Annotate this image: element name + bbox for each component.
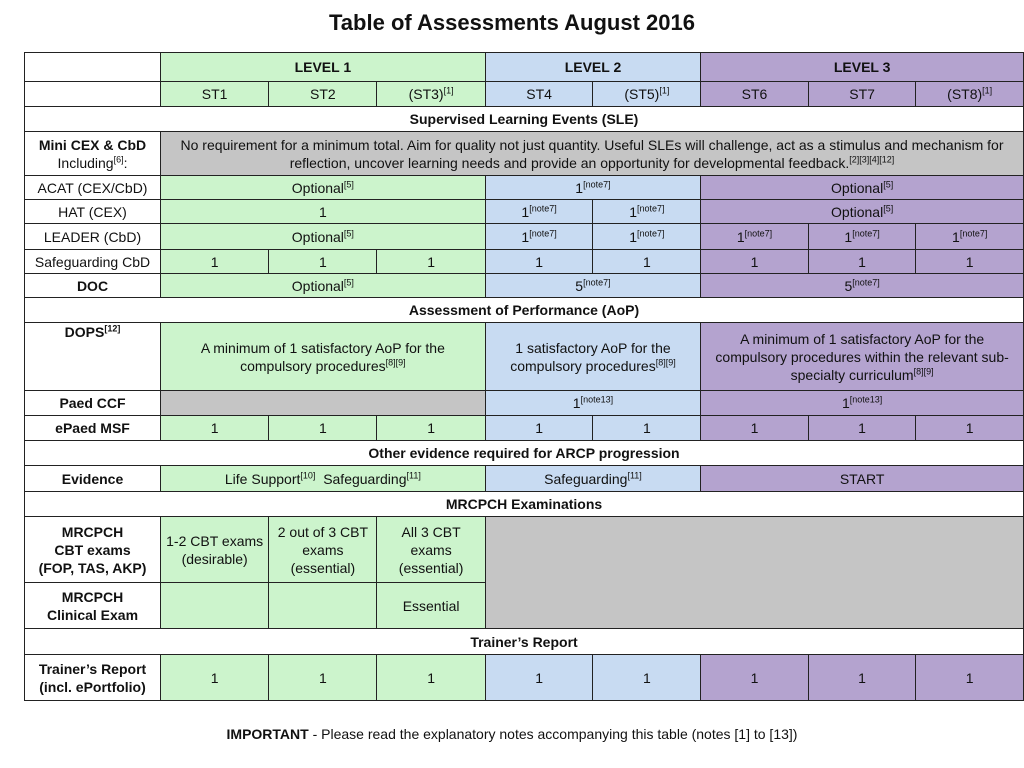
row-label-paed-ccf: Paed CCF (25, 391, 161, 416)
cell-l2-l3-empty (485, 517, 1023, 629)
cell-l1 (161, 391, 486, 416)
cell-l1: 1 (161, 200, 486, 224)
cell-st5: 1 (593, 250, 701, 274)
corner-cell (25, 53, 161, 82)
level-1-header: LEVEL 1 (161, 53, 486, 82)
row-trainer-report (25, 655, 1024, 701)
section-aop (25, 298, 1024, 323)
cell-st5: 1 (593, 655, 701, 701)
section-trainer (25, 629, 1024, 655)
stage-header-row (25, 82, 1024, 107)
cell-st7: 1 (808, 250, 916, 274)
row-dops (25, 323, 1024, 391)
stage-st8: (ST8)[1] (916, 82, 1024, 107)
cell-st2: 2 out of 3 CBT exams (essential) (269, 517, 377, 583)
cell-st4: 1[note7] (485, 200, 593, 224)
section-title: Trainer’s Report (25, 629, 1024, 655)
cell-st3: All 3 CBT exams (essential) (377, 517, 485, 583)
cell-st8: 1 (916, 655, 1024, 701)
level-3-header: LEVEL 3 (701, 53, 1024, 82)
cell-l1: Optional[5] (161, 176, 486, 200)
row-leader (25, 224, 1024, 250)
row-label-trainer: Trainer’s Report (incl. ePortfolio) (25, 655, 161, 701)
cell-l1: A minimum of 1 satisfactory AoP for the compulsory procedures[8][9] (161, 323, 486, 391)
cell-st8: 1 (916, 416, 1024, 441)
stage-st3: (ST3)[1] (377, 82, 485, 107)
stage-st4: ST4 (485, 82, 593, 107)
row-label-doc: DOC (25, 274, 161, 298)
corner-cell (25, 82, 161, 107)
cell-l3: 1[note13] (701, 391, 1024, 416)
section-sle (25, 107, 1024, 132)
cell-st5: 1 (593, 416, 701, 441)
cell-st3: 1 (377, 655, 485, 701)
cell-st3: 1 (377, 416, 485, 441)
cell-st5: 1[note7] (593, 200, 701, 224)
cell-l3: 5[note7] (701, 274, 1024, 298)
cell-st8: 1[note7] (916, 224, 1024, 250)
cell-st3: Essential (377, 583, 485, 629)
cell-l2: 1[note7] (485, 176, 701, 200)
cell-st7: 1 (808, 416, 916, 441)
cell-st4: 1[note7] (485, 224, 593, 250)
row-label-evidence: Evidence (25, 466, 161, 492)
cell-l1: Optional[5] (161, 224, 486, 250)
cell-l2: 1 satisfactory AoP for the compulsory procedures[8][9] (485, 323, 701, 391)
cell-st2: 1 (269, 416, 377, 441)
cell-st1: 1-2 CBT exams (desirable) (161, 517, 269, 583)
mini-cex-note: No requirement for a minimum total. Aim for quality not just quantity. Useful SLEs will challenge, act as a stimulus and mechanism for reflection, uncover learning needs and provide an opportunity for developmental feedback.[2][3][4][12] (161, 132, 1024, 176)
cell-st4: 1 (485, 250, 593, 274)
cell-st5: 1[note7] (593, 224, 701, 250)
stage-st5: (ST5)[1] (593, 82, 701, 107)
stage-st7: ST7 (808, 82, 916, 107)
row-label-safeguarding: Safeguarding CbD (25, 250, 161, 274)
section-title: Assessment of Performance (AoP) (25, 298, 1024, 323)
row-mrcpch-cbt (25, 517, 1024, 583)
row-evidence (25, 466, 1024, 492)
cell-st8: 1 (916, 250, 1024, 274)
cell-l3: START (701, 466, 1024, 492)
cell-l2: 1[note13] (485, 391, 701, 416)
row-label-leader: LEADER (CbD) (25, 224, 161, 250)
row-safeguarding-cbd (25, 250, 1024, 274)
row-acat (25, 176, 1024, 200)
row-msf (25, 416, 1024, 441)
cell-st3: 1 (377, 250, 485, 274)
stage-st2: ST2 (269, 82, 377, 107)
cell-l1: Life Support[10] Safeguarding[11] (161, 466, 486, 492)
footer-note: IMPORTANT - Please read the explanatory notes accompanying this table (notes [1] to [13]) (226, 726, 798, 742)
row-label-mini-cex: Mini CEX & CbD Including[6]: (25, 132, 161, 176)
cell-st2: 1 (269, 655, 377, 701)
stage-st6: ST6 (701, 82, 809, 107)
cell-st2 (269, 583, 377, 629)
row-mini-cex (25, 132, 1024, 176)
row-label-acat: ACAT (CEX/CbD) (25, 176, 161, 200)
cell-l2: 5[note7] (485, 274, 701, 298)
cell-st6: 1 (701, 250, 809, 274)
level-header-row (25, 53, 1024, 82)
cell-l3: Optional[5] (701, 200, 1024, 224)
cell-st6: 1 (701, 416, 809, 441)
cell-l3: A minimum of 1 satisfactory AoP for the compulsory procedures within the relevant sub-specialty curriculum[8][9] (701, 323, 1024, 391)
cell-st7: 1 (808, 655, 916, 701)
section-title: MRCPCH Examinations (25, 492, 1024, 517)
section-other (25, 441, 1024, 466)
row-hat (25, 200, 1024, 224)
cell-l1: Optional[5] (161, 274, 486, 298)
row-label-hat: HAT (CEX) (25, 200, 161, 224)
cell-st1: 1 (161, 655, 269, 701)
cell-l3: Optional[5] (701, 176, 1024, 200)
page-title: Table of Assessments August 2016 (329, 10, 695, 35)
cell-st6: 1 (701, 655, 809, 701)
cell-st1: 1 (161, 416, 269, 441)
cell-st1: 1 (161, 250, 269, 274)
section-title: Other evidence required for ARCP progression (25, 441, 1024, 466)
cell-st2: 1 (269, 250, 377, 274)
cell-st4: 1 (485, 416, 593, 441)
cell-l2: Safeguarding[11] (485, 466, 701, 492)
row-label-dops: DOPS[12] (25, 323, 161, 391)
cell-st1 (161, 583, 269, 629)
level-2-header: LEVEL 2 (485, 53, 701, 82)
section-title: Supervised Learning Events (SLE) (25, 107, 1024, 132)
row-label-msf: ePaed MSF (25, 416, 161, 441)
assessment-table (24, 52, 1024, 701)
row-doc (25, 274, 1024, 298)
row-label-mrcpch-clinical: MRCPCH Clinical Exam (25, 583, 161, 629)
row-paed-ccf (25, 391, 1024, 416)
cell-st7: 1[note7] (808, 224, 916, 250)
cell-st4: 1 (485, 655, 593, 701)
cell-st6: 1[note7] (701, 224, 809, 250)
stage-st1: ST1 (161, 82, 269, 107)
row-label-mrcpch-cbt: MRCPCH CBT exams (FOP, TAS, AKP) (25, 517, 161, 583)
section-mrcpch (25, 492, 1024, 517)
